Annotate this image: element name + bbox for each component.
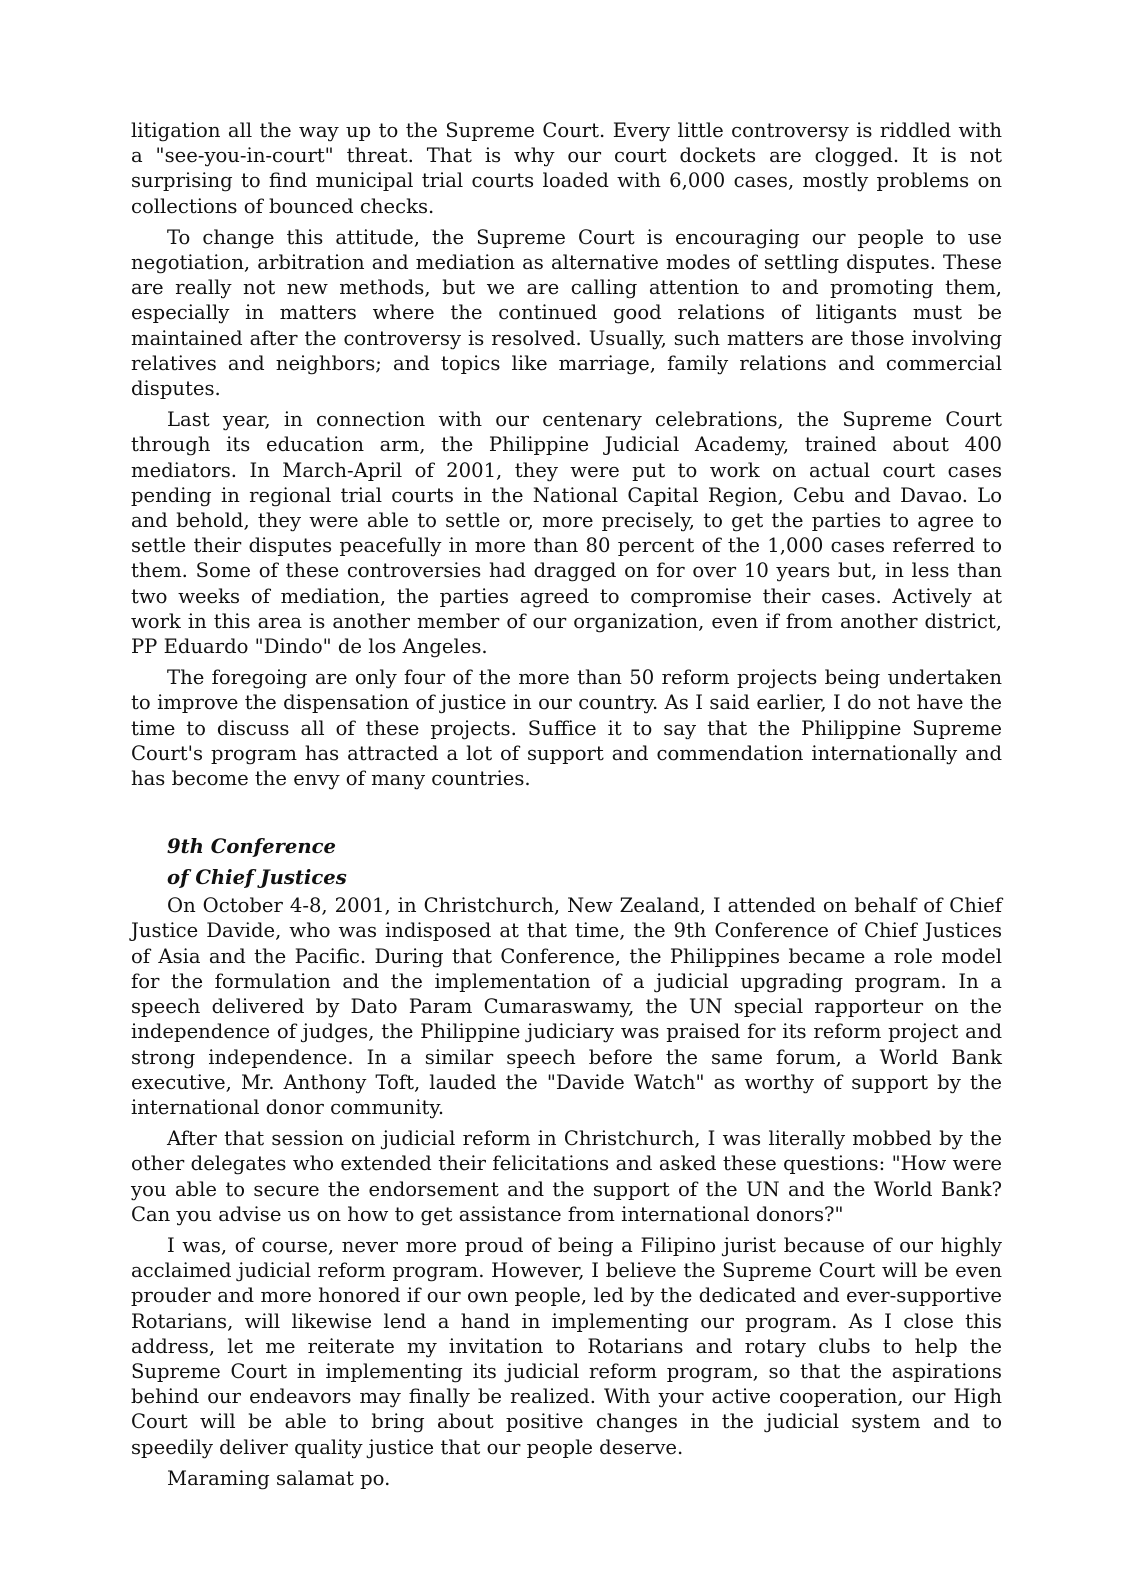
paragraph-alternative-modes: To change this attitude, the Supreme Court is encouraging our people to use negotiation, arbitration and mediation as alternative modes of settling disputes. These are really not new methods, but we are calling attention to and promoting them, especially in matters where the continued good relations of litigants must be maintained after the controversy is resolved. Usually, such matters are those involving relatives and neighbors; and topics like marriage, family relations and commercial disputes. (131, 225, 1002, 401)
paragraph-reform-projects: The foregoing are only four of the more than 50 reform projects being undertaken to improve the dispensation of justice in our country. As I said earlier, I do not have the time to discuss all of these projects. Suffice it to say that the Philippine Supreme Court's program has attracted a lot of support and commendation internationally and has become the envy of many countries. (131, 666, 1002, 791)
paragraph-delegates-questions: After that session on judicial reform in Christchurch, I was literally mobbed by the other delegates who extended their felicitations and asked these questions: "How were you able to secure the endorsement and the support of the UN and the World Bank? Can you advise us on how to get assistance from international donors?" (131, 1127, 1002, 1226)
paragraph-christchurch-conference: On October 4-8, 2001, in Christchurch, New Zealand, I attended on behalf of Chief Justice Davide, who was indisposed at that time, the 9th Conference of Chief Justices of Asia and the Pacific. During that Conference, the Philippines became a role model for the formulation and the implementation of a judicial upgrading program. In a speech delivered by Dato Param Cumaraswamy, the UN special rapporteur on the independence of judges, the Philippine judiciary was praised for its reform project and strong independence. In a similar speech before the same forum, a World Bank executive, Mr. Anthony Toft, lauded the "Davide Watch" as worthy of support by the international donor community. (131, 894, 1002, 1119)
document-page (131, 118, 1002, 1491)
paragraph-closing-appeal: I was, of course, never more proud of being a Filipino jurist because of our highly acclaimed judicial reform program. However, I believe the Supreme Court will be even prouder and more honored if our own people, led by the dedicated and ever-supportive Rotarians, will likewise lend a hand in implementing our program. As I close this address, let me reiterate my invitation to Rotarians and rotary clubs to help the Supreme Court in implementing its judicial reform program, so that the aspirations behind our endeavors may finally be realized. With your active cooperation, our High Court will be able to bring about positive changes in the judicial system and to speedily deliver quality justice that our people deserve. (131, 1233, 1002, 1459)
paragraph-mediators: Last year, in connection with our centenary celebrations, the Supreme Court through its education arm, the Philippine Judicial Academy, trained about 400 mediators. In March-April of 2001, they were put to work on actual court cases pending in regional trial courts in the National Capital Region, Cebu and Davao. Lo and behold, they were able to settle or, more precisely, to get the parties to agree to settle their disputes peacefully in more than 80 percent of the 1,000 cases referred to them. Some of these controversies had dragged on for over 10 years but, in less than two weeks of mediation, the parties agreed to compromise their cases. Actively at work in this area is another member of our organization, even if from another district, PP Eduardo "Dindo" de los Angeles. (131, 408, 1002, 659)
section-heading-line-1: 9th Conference (167, 835, 336, 859)
section-heading (131, 831, 1002, 893)
paragraph-continued: litigation all the way up to the Supreme Court. Every little controversy is riddled with a "see-you-in-court" threat. That is why our court dockets are clogged. It is not surprising to find municipal trial courts loaded with 6,000 cases, mostly problems on collections of bounced checks. (131, 119, 1002, 218)
section-heading-line-2: of Chief Justices (167, 866, 347, 890)
paragraph-thanks: Maraming salamat po. (167, 1466, 391, 1490)
